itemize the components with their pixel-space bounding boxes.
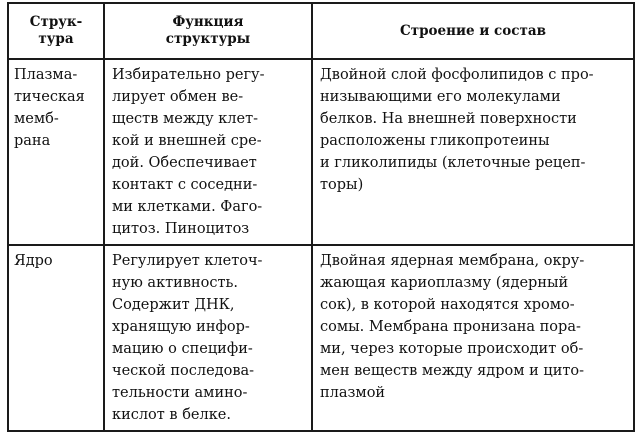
- table-row-nucleus: [8, 245, 634, 431]
- cell-structure-name: Плазма- тическая мемб- рана: [8, 59, 104, 245]
- header-composition-label: Строение и состав: [400, 22, 546, 39]
- header-function: [104, 3, 312, 59]
- header-function-label: Функция структуры: [165, 14, 251, 47]
- header-structure-label: Струк- тура: [29, 14, 83, 47]
- cell-composition: Двойная ядерная мембрана, окру- жающая кариоплазму (ядерный сок), в которой находятся хромо- сомы. Мембрана пронизана пора- ми, через которые происходит об- мен веществ между ядром и цито- плазмой: [312, 245, 634, 431]
- cell-structure-table: [7, 2, 635, 432]
- header-structure: [8, 3, 104, 59]
- cell-function: Регулирует клеточ- ную активность. Содержит ДНК, хранящую инфор- мацию о специфи- ческой последова- тельности амино- кислот в белке.: [104, 245, 312, 431]
- cell-composition: Двойной слой фосфолипидов с про- низывающими его молекулами белков. На внешней поверхности расположены гликопротеины и гликолипиды (клеточные рецеп- торы): [312, 59, 634, 245]
- header-composition: [312, 3, 634, 59]
- table-row-plasma-membrane: [8, 59, 634, 245]
- table-header-row: [8, 3, 634, 59]
- cell-function: Избирательно регу- лирует обмен ве- ществ между клет- кой и внешней сре- дой. Обеспечивает контакт с соседни- ми клетками. Фаго- цитоз. Пиноцитоз: [104, 59, 312, 245]
- cell-structure-name: Ядро: [8, 245, 104, 431]
